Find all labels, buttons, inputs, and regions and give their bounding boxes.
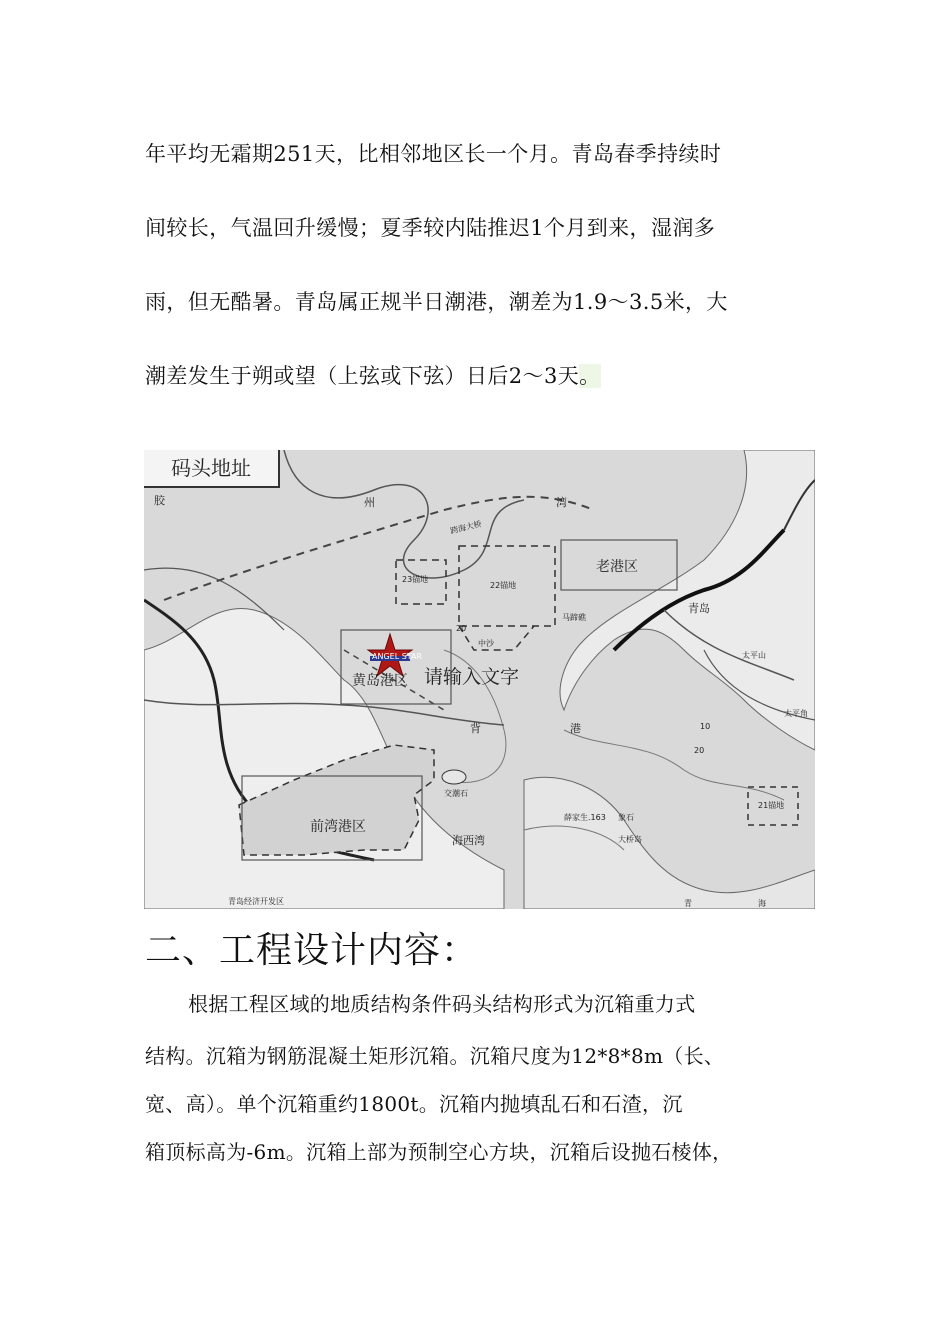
label-jiaoshi: 交潮石	[444, 789, 468, 798]
paragraph-line-1: 年平均无霜期251天，比相邻地区长一个月。青岛春季持续时	[145, 142, 722, 166]
label-zhou: 州	[364, 496, 375, 509]
label-qing: 青	[684, 899, 692, 908]
section-line-2: 结构。沉箱为钢筋混凝土矩形沉箱。沉箱尺度为12*8*8m（长、	[145, 1044, 725, 1068]
label-qianwan-port: 前湾港区	[310, 819, 366, 835]
highlighted-period: 。	[579, 364, 601, 388]
section-line-1: 根据工程区域的地质结构条件码头结构形式为沉箱重力式	[188, 992, 696, 1016]
paragraph-line-4-text: 潮差发生于朔或望（上弦或下弦）日后2～3天	[145, 364, 580, 388]
label-jiao: 胶	[154, 494, 165, 507]
label-depth-10: 10	[700, 722, 711, 731]
section-line-4: 箱顶标高为-6m。沉箱上部为预制空心方块，沉箱后设抛石棱体，	[145, 1140, 733, 1164]
label-anchorage-22: 22锚地	[490, 581, 517, 590]
placeholder-text: 请输入文字	[424, 666, 520, 688]
label-matou: 马蹄礁	[562, 613, 586, 622]
map-title: 码头地址	[144, 450, 280, 488]
section-line-3: 宽、高）。单个沉箱重约1800t。沉箱内抛填乱石和石渣，沉	[145, 1092, 683, 1116]
label-haixiwan: 海西湾	[452, 834, 485, 847]
label-anchorage-21: 21锚地	[758, 801, 785, 810]
label-zhongsha: 中沙	[478, 639, 494, 648]
label-ji: 港	[570, 722, 581, 735]
label-taipingshan: 太平山	[742, 651, 766, 660]
logo-text: ANGEL STAR	[372, 652, 423, 661]
port-location-map	[144, 450, 815, 909]
label-xiao: 背	[470, 722, 481, 735]
label-daqiaotou: 大桥岛	[618, 835, 642, 844]
label-bridge: 跨海大桥	[449, 519, 483, 536]
section-heading: 二、工程设计内容：	[145, 930, 479, 971]
label-depth-20b: 20	[694, 746, 705, 755]
paragraph-line-3: 雨，但无酷暑。青岛属正规半日潮港，潮差为1.9～3.5米，大	[145, 290, 728, 314]
label-taipingjiao: 太平角	[784, 709, 808, 718]
label-qingdao: 青岛	[688, 602, 710, 615]
paragraph-line-4	[145, 360, 601, 390]
label-depth-20a: 20	[456, 624, 467, 633]
label-xiangshi: 象石	[618, 813, 634, 822]
label-hai: 海	[758, 899, 766, 908]
label-dev-zone: 青岛经济开发区	[228, 897, 284, 906]
label-wan: 湾	[556, 496, 567, 509]
label-old-port: 老港区	[596, 559, 638, 575]
label-huangdao-port: 黄岛港区	[352, 673, 408, 689]
label-anchorage-23: 23锚地	[402, 575, 429, 584]
paragraph-line-2: 间较长，气温回升缓慢；夏季较内陆推迟1个月到来，湿润多	[145, 216, 716, 240]
label-xuejia: 薛家生.163	[564, 813, 606, 822]
